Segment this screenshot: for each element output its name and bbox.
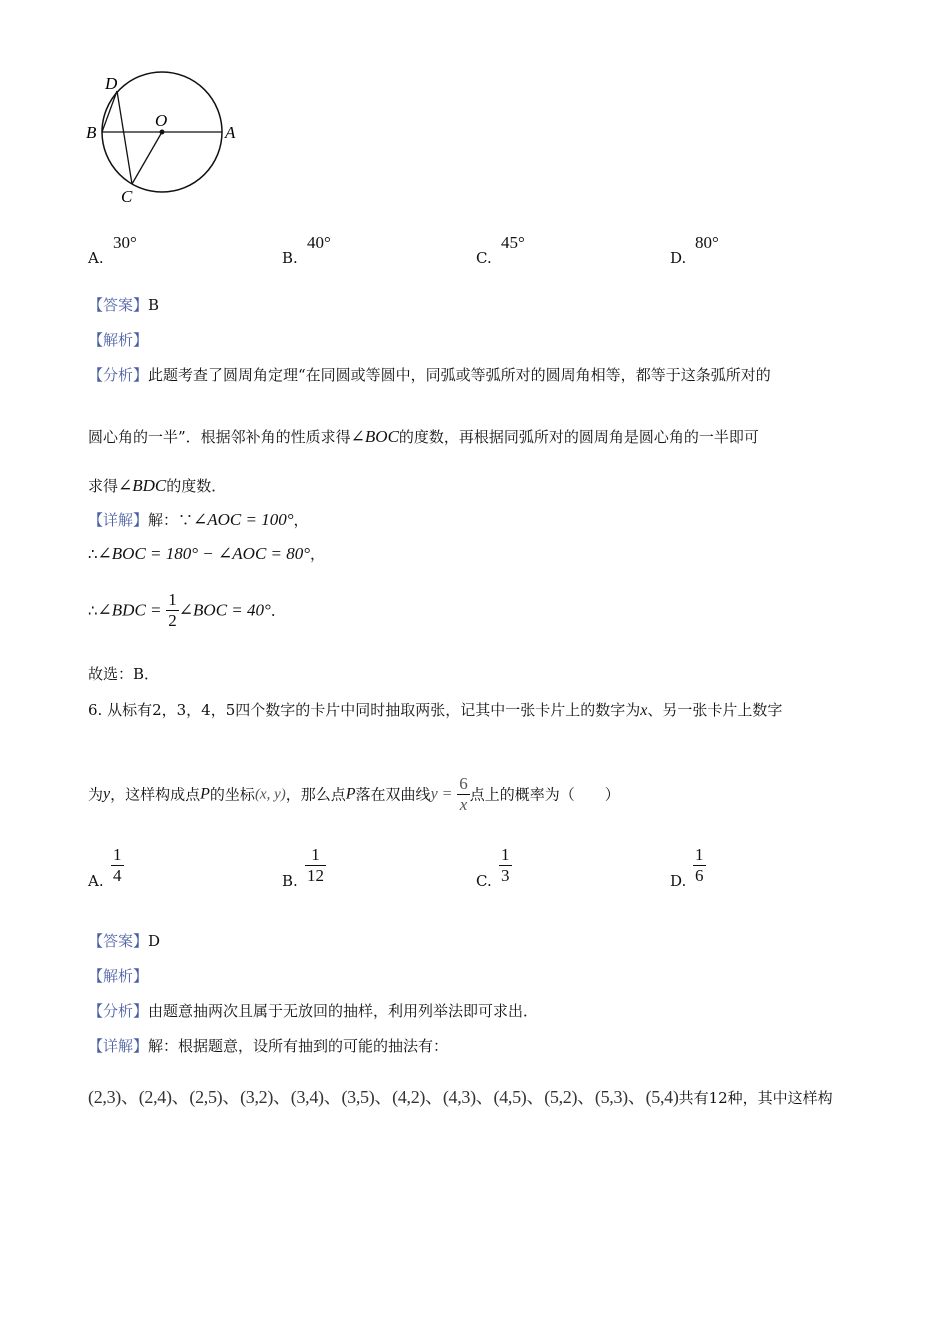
- fenxi-text: 的度数．: [166, 477, 227, 495]
- var-x: x: [640, 702, 648, 719]
- fraction-denominator: 6: [695, 866, 704, 885]
- stem-text: ，这样构成点: [110, 785, 201, 804]
- option-letter: C.: [476, 872, 492, 890]
- fraction-6-over-x: [457, 774, 470, 815]
- point-P: P: [200, 785, 210, 803]
- fenxi-text: 圆心角的一半”．根据邻补角的性质求得: [88, 428, 351, 446]
- detail-text: ，: [310, 545, 326, 563]
- fenxi-tag: 【分析】: [88, 366, 149, 384]
- q5-conclusion: 故选：B．: [88, 665, 160, 683]
- stem-text: 落在双曲线: [355, 785, 431, 804]
- q5-detail-line3: [88, 590, 286, 631]
- q5-fenxi-line1: [88, 366, 771, 384]
- q5-fenxi-line3: [88, 477, 226, 495]
- circle-figure: [80, 62, 255, 210]
- detail-tag: 【详解】: [88, 511, 149, 529]
- q5-fenxi-line2: [88, 428, 759, 446]
- stem-text: ，那么点: [285, 785, 346, 804]
- option-letter: D.: [670, 249, 687, 267]
- stem-text: 从标有2，3，4，5四个数字的卡片中同时抽取两张，记其中一张卡片上的数字为: [107, 701, 641, 719]
- stem-text: 点上的概率为（ ）: [469, 785, 620, 804]
- detail-text: ，: [293, 511, 309, 529]
- fraction-numerator: 1: [113, 845, 122, 864]
- stem-text: 为: [88, 785, 104, 804]
- answer-value: B: [148, 296, 160, 314]
- math-angle-bdc: ∠BDC: [118, 476, 167, 495]
- fraction-denominator: 12: [307, 866, 324, 885]
- math-eq3-left: ∠BDC =: [97, 600, 162, 620]
- detail-text: 解：根据题意，设所有抽到的可能的抽法有：: [148, 1037, 449, 1055]
- math-eq3-right: ∠BOC = 40°: [178, 600, 271, 620]
- stem-text: 、另一张卡片上数字: [647, 701, 783, 719]
- option-letter: A.: [88, 872, 104, 890]
- q6-detail-line: [88, 1037, 448, 1055]
- label-D: D: [105, 74, 118, 93]
- math-eq2: ∠BOC = 180° − ∠AOC = 80°: [97, 544, 311, 563]
- fraction-one-half: [166, 590, 179, 631]
- fenxi-tag: 【分析】: [88, 1002, 149, 1020]
- fenxi-text: 求得: [88, 477, 119, 495]
- therefore-symbol: ∴: [88, 601, 98, 620]
- q5-detail-line1: [88, 511, 309, 529]
- option-value: 45°: [501, 233, 525, 252]
- option-letter: B.: [282, 249, 298, 267]
- math-angle-boc: ∠BOC: [350, 427, 399, 446]
- label-O: O: [155, 111, 168, 130]
- var-y: y: [103, 785, 111, 803]
- math-eq1: ∠AOC = 100°: [193, 510, 294, 529]
- chord-DB: [102, 91, 117, 132]
- option-value: 80°: [695, 233, 719, 252]
- detail-text: 解：∵: [148, 511, 194, 529]
- fraction-denominator: x: [457, 794, 470, 815]
- q6-stem-line2: [88, 774, 620, 815]
- option-letter: B.: [282, 872, 298, 890]
- hyperbola-eq-left: y =: [430, 785, 453, 803]
- point-P: P: [345, 785, 356, 803]
- fenxi-text: 此题考查了圆周角定理“在同圆或等圆中，同弧或等弧所对的圆周角相等，都等于这条弧所对的: [148, 366, 771, 384]
- fraction-numerator: 1: [311, 845, 320, 864]
- pairs-list: (2,3)、(2,4)、(2,5)、(3,2)、(3,4)、(3,5)、(4,2)、(4,3)、(4,5)、(5,2)、(5,3)、(5,4): [88, 1087, 679, 1107]
- center-point: [160, 130, 165, 135]
- fraction-denominator: 4: [113, 866, 122, 885]
- answer-tag: 【答案】: [88, 296, 149, 314]
- q5-analysis-tag: 【解析】: [88, 331, 149, 349]
- option-fraction: [111, 845, 124, 886]
- fraction-numerator: 1: [695, 845, 704, 864]
- label-B: B: [86, 123, 97, 142]
- q5-detail-line2: [88, 545, 325, 563]
- option-letter: A.: [88, 249, 104, 267]
- option-value: 30°: [113, 233, 137, 252]
- fenxi-text: 的度数，再根据同弧所对的圆周角是圆心角的一半即可: [398, 428, 759, 446]
- option-letter: C.: [476, 249, 492, 267]
- therefore-symbol: ∴: [88, 545, 98, 563]
- fraction-denominator: 2: [168, 611, 177, 630]
- fraction-numerator: 6: [459, 774, 468, 793]
- coord-xy: (x, y): [254, 786, 286, 803]
- fenxi-text: 由题意抽两次且属于无放回的抽样，利用列举法即可求出．: [148, 1002, 539, 1020]
- detail-tag: 【详解】: [88, 1037, 149, 1055]
- q6-fenxi-line: [88, 1002, 538, 1020]
- radius-OC: [132, 132, 162, 184]
- label-A: A: [225, 123, 236, 142]
- fraction-numerator: 1: [168, 590, 177, 609]
- option-letter: D.: [670, 872, 687, 890]
- option-fraction: [305, 845, 326, 886]
- q5-answer-line: [88, 296, 159, 314]
- option-fraction: [499, 845, 512, 886]
- q6-pairs-line: [88, 1088, 833, 1107]
- answer-value: D: [148, 932, 161, 950]
- label-C: C: [121, 187, 133, 206]
- option-fraction: [693, 845, 706, 886]
- pairs-tail: 共有12种，其中这样构: [678, 1089, 833, 1107]
- option-value: 40°: [307, 233, 331, 252]
- detail-text: ．: [270, 601, 286, 620]
- answer-tag: 【答案】: [88, 932, 149, 950]
- question-number: 6.: [88, 701, 103, 719]
- q6-answer-line: [88, 932, 160, 950]
- stem-text: 的坐标: [209, 785, 255, 804]
- q6-analysis-tag: 【解析】: [88, 967, 149, 985]
- chord-DC: [117, 91, 132, 184]
- fraction-denominator: 3: [501, 866, 510, 885]
- q6-stem-line1: [88, 701, 782, 720]
- fraction-numerator: 1: [501, 845, 510, 864]
